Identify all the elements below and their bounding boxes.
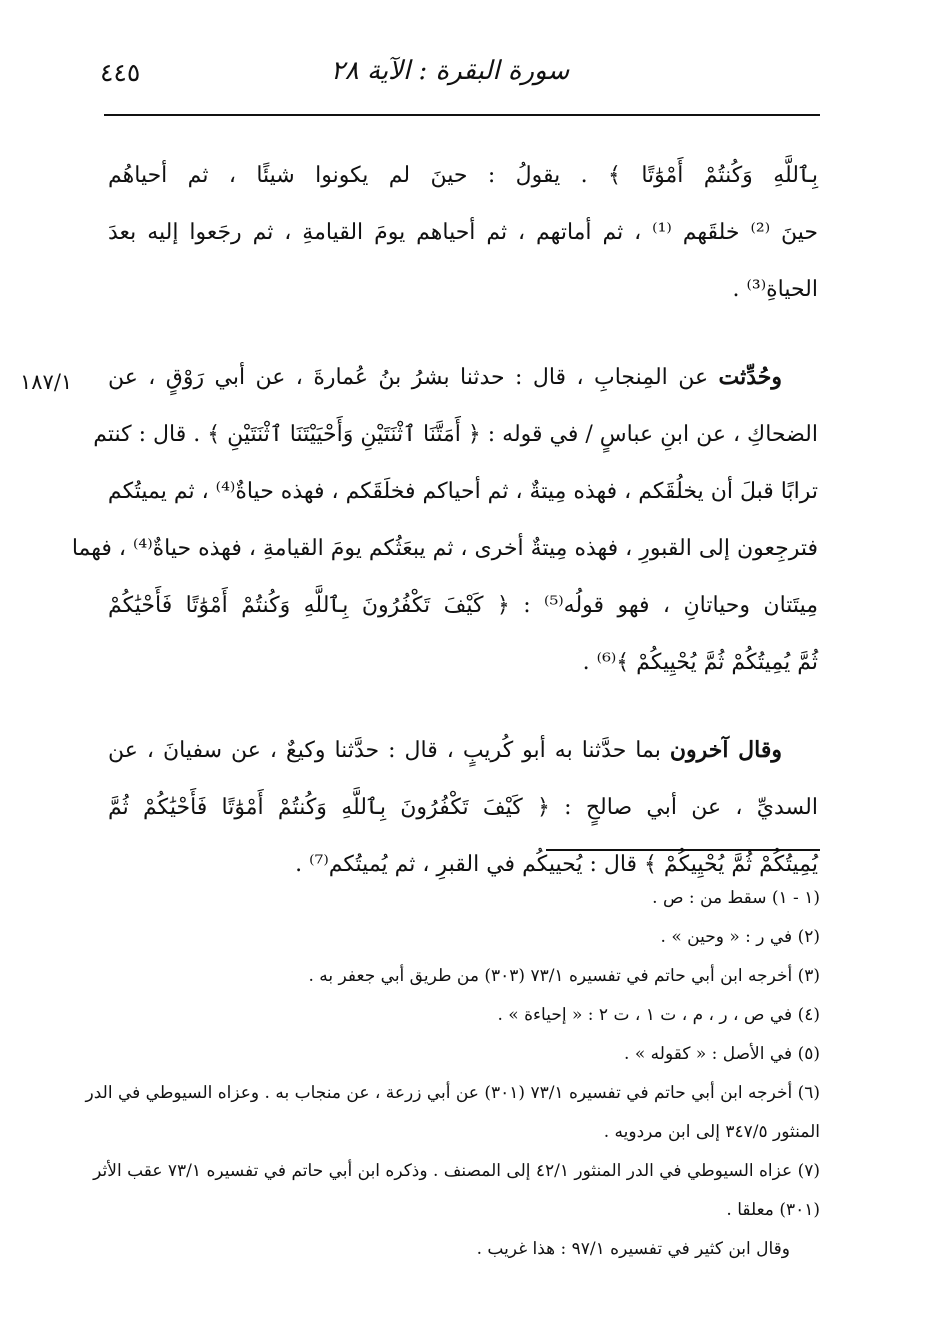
paragraph-1: [108, 147, 818, 318]
margin-reference: ١٨٧/١: [20, 370, 73, 394]
footnote: (٥) في الأصل : « كقوله » .: [624, 1044, 820, 1064]
text-line: وحُدِّثت عن المِنجابِ ، قال : حدثنا بشرُ بنُ عُمارةَ ، عن أبي رَوْقٍ ، عن: [108, 364, 782, 390]
text-line: السديِّ ، عن أبي صالحٍ : ﴿ كَيْفَ تَكْفُرُونَ بِٱللَّهِ وَكُنتُمْ أَمْوَٰتًا فَأَحْيَٰكُمْ ثُمَّ: [108, 795, 818, 820]
text-line: وقال آخرون بما حدَّثنا به أبو كُريبٍ ، قال : حدَّثنا وكيعٌ ، عن سفيانَ ، عن: [108, 737, 782, 763]
footnote: (٧) عزاه السيوطي في الدر المنثور ٤٢/١ إلى المصنف . وذكره ابن أبي حاتم في تفسيره ٧٣/١ عقب الأثر: [93, 1161, 820, 1181]
footnote-continuation: وقال ابن كثير في تفسيره ٩٧/١ : هذا غريب .: [476, 1239, 790, 1259]
lead-word: وحُدِّثت: [718, 364, 782, 390]
main-text: [71, 147, 818, 893]
footnote-rule: [546, 849, 820, 851]
footnote: (٤) في ص ، ر ، م ، ت ١ ، ت ٢ : « إحياءة » .: [497, 1005, 820, 1025]
text-line: مِيتَتان وحياتانِ ، فهو قولُه⁽⁵⁾ : ﴿ كَيْفَ تَكْفُرُونَ بِٱللَّهِ وَكُنتُمْ أَمْوَٰتًا فَأَحْيَٰكُمْ: [108, 593, 818, 618]
text-line: بِٱللَّهِ وَكُنتُمْ أَمْوَٰتًا ﴾ . يقولُ : حينَ لم يكونوا شيئًا ، ثم أحياهُم: [108, 163, 818, 188]
footnote: (٦) أخرجه ابن أبي حاتم في تفسيره ٧٣/١ (٣٠١) عن أبي زرعة ، عن منجاب به . وعزاه السيوطي في الدر: [85, 1083, 820, 1103]
paragraph-spacer: [108, 691, 818, 722]
footnote: (٣) أخرجه ابن أبي حاتم في تفسيره ٧٣/١ (٣٠٣) من طريق أبي جعفر به .: [308, 966, 820, 986]
header-rule: [104, 114, 820, 116]
text-line: حينَ ⁽²⁾ خلقَهم ⁽¹⁾ ، ثم أماتهم ، ثم أحياهم يومَ القيامةِ ، ثم رجَعوا إليه بعدَ: [108, 220, 818, 245]
lead-word: وقال آخرون: [669, 737, 782, 763]
running-title: سورة البقرة : الآية ٢٨: [330, 56, 570, 86]
footnotes: [85, 879, 820, 1269]
paragraph-spacer: [108, 318, 818, 349]
footnote-continuation: (٣٠١) معلقا .: [726, 1200, 820, 1220]
paragraph-3: [108, 722, 818, 893]
text-line: الحياةِ⁽³⁾ .: [732, 277, 818, 302]
text-line: يُمِيتُكُمْ ثُمَّ يُحْيِيكُمْ ﴾ قال : يُحييكُم في القبرِ ، ثم يُميتُكم⁽⁷⁾ .: [295, 852, 818, 877]
text-line: الضحاكِ ، عن ابنِ عباسٍ / في قوله : ﴿ أَمَتَّنَا ٱثْنَتَيْنِ وَأَحْيَيْتَنَا ٱثْنَتَيْنِ ﴾ . قال : كنتم: [93, 422, 818, 447]
text-line: ثُمَّ يُمِيتُكُمْ ثُمَّ يُحْيِيكُمْ ﴾⁽⁶⁾ .: [582, 650, 818, 675]
footnote-continuation: المنثور ٣٤٧/٥ إلى ابن مردويه .: [603, 1122, 820, 1142]
paragraph-2: [71, 349, 818, 691]
footnote: (١ - ١) سقط من : ص .: [652, 888, 820, 908]
page-number: ٤٤٥: [100, 58, 141, 87]
text-line: فترجِعون إلى القبورِ ، فهذه مِيتةٌ أخرى ، ثم يبعَثُكم يومَ القيامةِ ، فهذه حياةٌ⁽⁴⁾ ، فهما: [71, 536, 818, 561]
text-line: ترابًا قبلَ أن يخلُقَكم ، فهذه مِيتةٌ ، ثم أحياكم فخلَقَكم ، فهذه حياةٌ⁽⁴⁾ ، ثم يميتُكم: [107, 479, 818, 504]
footnote: (٢) في ر : « وحين » .: [660, 927, 820, 947]
